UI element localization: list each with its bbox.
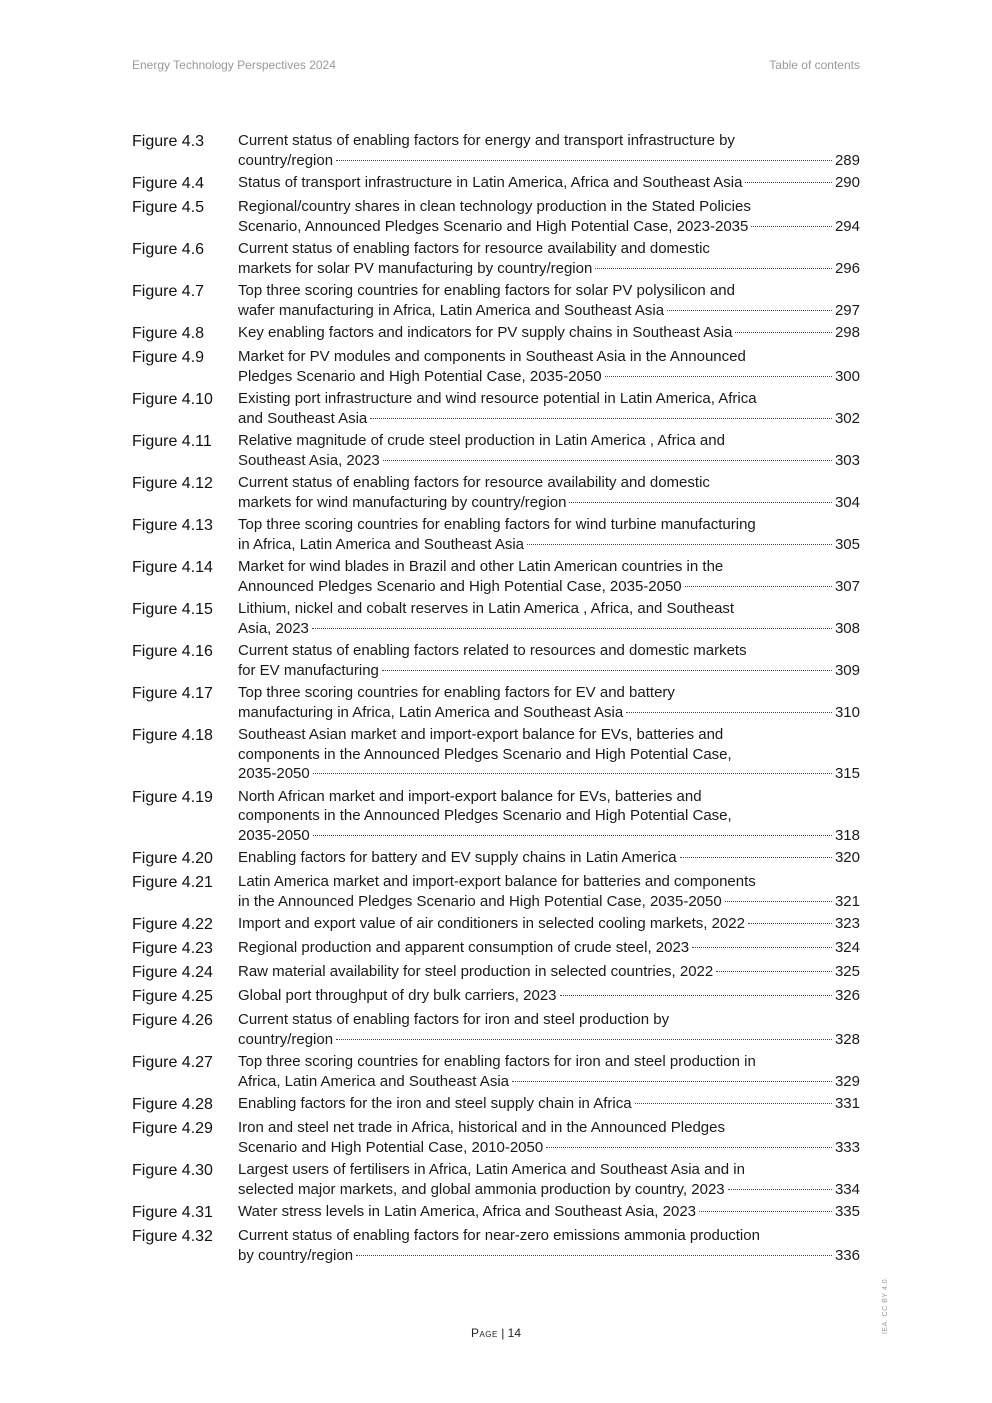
toc-entry[interactable]: [132, 347, 860, 386]
dot-leader: [735, 332, 832, 333]
figure-number: Figure 4.11: [132, 433, 212, 450]
caption-line: Top three scoring countries for enabling factors for wind turbine manufacturing: [238, 516, 756, 533]
figure-caption: [238, 938, 860, 958]
toc-entry[interactable]: [132, 1202, 860, 1223]
caption-last-line: [238, 848, 860, 868]
figure-caption: [238, 173, 860, 193]
page-ref[interactable]: 321: [834, 892, 860, 910]
page-ref[interactable]: 326: [834, 987, 860, 1004]
toc-entry[interactable]: [132, 1118, 860, 1157]
figure-number: Figure 4.9: [132, 349, 205, 366]
table-of-figures: [132, 131, 860, 1268]
figure-caption: [238, 323, 860, 343]
caption-last-line: [238, 535, 860, 555]
dot-leader: [512, 1081, 832, 1082]
page-ref[interactable]: 333: [834, 1138, 860, 1156]
toc-entry[interactable]: [132, 131, 860, 170]
caption-line: Pledges Scenario and High Potential Case, 2035-2050: [238, 367, 602, 385]
toc-entry[interactable]: [132, 197, 860, 236]
figure-number: Figure 4.7: [132, 283, 205, 300]
caption-line: Southeast Asia, 2023: [238, 451, 380, 469]
caption-line: Current status of enabling factors for energy and transport infrastructure by: [238, 132, 735, 149]
figure-number: Figure 4.8: [132, 325, 205, 342]
figure-number: Figure 4.23: [132, 940, 213, 957]
page-ref[interactable]: 305: [834, 535, 860, 553]
toc-entry[interactable]: [132, 557, 860, 596]
dot-leader: [336, 160, 832, 161]
figure-number: Figure 4.15: [132, 601, 213, 618]
caption-line: components in the Announced Pledges Scenario and High Potential Case,: [238, 807, 732, 824]
caption-last-line: [238, 217, 860, 237]
toc-entry[interactable]: [132, 914, 860, 935]
dot-leader: [356, 1255, 832, 1256]
page-ref[interactable]: 320: [834, 849, 860, 866]
page-footer: [0, 1326, 992, 1340]
figure-number: Figure 4.24: [132, 964, 213, 981]
caption-line: by country/region: [238, 1246, 354, 1264]
page-ref[interactable]: 310: [834, 703, 860, 721]
figure-number: Figure 4.26: [132, 1012, 213, 1029]
dot-leader: [699, 1211, 832, 1212]
figure-number: Figure 4.4: [132, 175, 205, 192]
page-ref[interactable]: 329: [834, 1072, 860, 1090]
caption-last-line: [238, 1138, 860, 1158]
figure-number: Figure 4.14: [132, 559, 213, 576]
figure-caption: [238, 914, 860, 934]
toc-entry[interactable]: [132, 986, 860, 1007]
figure-caption: [238, 683, 860, 722]
caption-line: wafer manufacturing in Africa, Latin America and Southeast Asia: [238, 301, 665, 319]
caption-line: for EV manufacturing: [238, 661, 379, 679]
figure-caption: [238, 872, 860, 911]
figure-caption: [238, 431, 860, 470]
caption-line: Lithium, nickel and cobalt reserves in Latin America , Africa, and Southeast: [238, 600, 735, 617]
dot-leader: [751, 226, 832, 227]
caption-line: Top three scoring countries for enabling factors for EV and battery: [238, 684, 675, 701]
dot-leader: [605, 376, 832, 377]
page-ref[interactable]: 325: [834, 963, 860, 980]
caption-last-line: [238, 259, 860, 279]
page-ref[interactable]: 308: [834, 619, 860, 637]
figure-caption: [238, 515, 860, 554]
dot-leader: [745, 182, 832, 183]
caption-line: Water stress levels in Latin America, Africa and Southeast Asia, 2023: [238, 1203, 697, 1220]
figure-caption: [238, 1226, 860, 1265]
caption-line: Latin America market and import-export balance for batteries and components: [238, 873, 756, 890]
toc-entry[interactable]: [132, 173, 860, 194]
page-ref[interactable]: 334: [834, 1180, 860, 1198]
caption-last-line: [238, 301, 860, 321]
figure-caption: [238, 557, 860, 596]
page-ref[interactable]: 328: [834, 1030, 860, 1048]
caption-line: Relative magnitude of crude steel production in Latin America , Africa and: [238, 432, 725, 449]
caption-last-line: [238, 409, 860, 429]
figure-number: Figure 4.30: [132, 1162, 213, 1179]
page-label: Page: [470, 1326, 498, 1340]
figure-caption: [238, 986, 860, 1006]
figure-caption: [238, 389, 860, 428]
caption-last-line: [238, 892, 860, 912]
caption-last-line: [238, 826, 860, 846]
caption-line: Status of transport infrastructure in Latin America, Africa and Southeast Asia: [238, 174, 743, 191]
dot-leader: [716, 971, 832, 972]
figure-number: Figure 4.3: [132, 133, 205, 150]
figure-number: Figure 4.28: [132, 1096, 213, 1113]
toc-entry[interactable]: [132, 848, 860, 869]
page-ref[interactable]: 318: [834, 826, 860, 844]
toc-entry[interactable]: [132, 431, 860, 470]
caption-line: Regional production and apparent consumption of crude steel, 2023: [238, 939, 690, 956]
toc-entry[interactable]: [132, 725, 860, 784]
figure-number: Figure 4.21: [132, 874, 213, 891]
toc-entry[interactable]: [132, 641, 860, 680]
page-ref[interactable]: 324: [834, 939, 860, 956]
caption-line: Current status of enabling factors for resource availability and domestic: [238, 240, 710, 257]
figure-number: Figure 4.31: [132, 1204, 213, 1221]
caption-line: selected major markets, and global ammonia production by country, 2023: [238, 1180, 725, 1198]
figure-caption: [238, 599, 860, 638]
dot-leader: [667, 310, 832, 311]
page-ref[interactable]: 302: [834, 409, 860, 427]
page-ref[interactable]: 294: [834, 217, 860, 235]
figure-number: Figure 4.19: [132, 788, 213, 806]
dot-leader: [680, 857, 832, 858]
caption-line: Market for wind blades in Brazil and other Latin American countries in the: [238, 558, 724, 575]
figure-caption: [238, 725, 860, 784]
caption-line: Southeast Asian market and import-export balance for EVs, batteries and: [238, 726, 724, 743]
running-header-title: Energy Technology Perspectives 2024: [132, 58, 336, 72]
caption-line: Scenario and High Potential Case, 2010-2050: [238, 1138, 544, 1156]
caption-last-line: [238, 1072, 860, 1092]
dot-leader: [685, 586, 832, 587]
dot-leader: [383, 460, 832, 461]
caption-last-line: [238, 451, 860, 471]
caption-line: in Africa, Latin America and Southeast Asia: [238, 535, 525, 553]
figure-number: Figure 4.32: [132, 1228, 213, 1245]
figure-number: Figure 4.20: [132, 850, 213, 867]
dot-leader: [635, 1103, 832, 1104]
dot-leader: [728, 1189, 832, 1190]
dot-leader: [382, 670, 832, 671]
caption-last-line: [238, 577, 860, 597]
page-ref[interactable]: 297: [834, 301, 860, 319]
toc-entry[interactable]: [132, 1052, 860, 1091]
page-number: 14: [507, 1326, 522, 1340]
caption-line: components in the Announced Pledges Scenario and High Potential Case,: [238, 745, 732, 763]
caption-line: Enabling factors for the iron and steel supply chain in Africa: [238, 1095, 632, 1112]
caption-line: Top three scoring countries for enabling factors for iron and steel production in: [238, 1053, 756, 1070]
page-ref[interactable]: 331: [834, 1095, 860, 1112]
caption-last-line: [238, 151, 860, 171]
page-ref[interactable]: 303: [834, 451, 860, 469]
caption-line: manufacturing in Africa, Latin America and Southeast Asia: [238, 703, 624, 721]
toc-entry[interactable]: [132, 239, 860, 278]
caption-line: in the Announced Pledges Scenario and High Potential Case, 2035-2050: [238, 892, 722, 910]
caption-last-line: [238, 986, 860, 1006]
figure-number: Figure 4.13: [132, 517, 213, 534]
page-ref[interactable]: 289: [834, 151, 860, 169]
running-header-section: Table of contents: [769, 58, 860, 72]
dot-leader: [312, 628, 832, 629]
toc-entry[interactable]: [132, 962, 860, 983]
caption-last-line: [238, 1180, 860, 1200]
caption-last-line: [238, 661, 860, 681]
toc-entry[interactable]: [132, 1226, 860, 1265]
caption-last-line: [238, 1202, 860, 1222]
caption-line: 2035-2050: [238, 826, 310, 844]
toc-entry[interactable]: [132, 1160, 860, 1199]
caption-line: Announced Pledges Scenario and High Potential Case, 2035-2050: [238, 577, 682, 595]
caption-line: Enabling factors for battery and EV supply chains in Latin America: [238, 849, 677, 866]
figure-caption: [238, 1160, 860, 1199]
toc-entry[interactable]: [132, 473, 860, 512]
page-ref[interactable]: 290: [834, 174, 860, 191]
figure-number: Figure 4.10: [132, 391, 213, 408]
caption-line: Current status of enabling factors for resource availability and domestic: [238, 474, 710, 491]
caption-line: and Southeast Asia: [238, 409, 368, 427]
page-ref[interactable]: 300: [834, 367, 860, 385]
dot-leader: [692, 947, 832, 948]
license-note: [882, 1270, 894, 1334]
caption-last-line: [238, 619, 860, 639]
dot-leader: [725, 901, 832, 902]
toc-entry[interactable]: [132, 389, 860, 428]
figure-caption: [238, 239, 860, 278]
toc-entry[interactable]: [132, 938, 860, 959]
figure-caption: [238, 131, 860, 170]
caption-line: Import and export value of air conditioners in selected cooling markets, 2022: [238, 915, 745, 932]
caption-last-line: [238, 938, 860, 958]
figure-number: Figure 4.12: [132, 475, 213, 492]
dot-leader: [595, 268, 832, 269]
page-ref[interactable]: 296: [834, 259, 860, 277]
page-ref[interactable]: 315: [834, 765, 860, 782]
figure-caption: [238, 197, 860, 236]
caption-line: Largest users of fertilisers in Africa, Latin America and Southeast Asia and in: [238, 1161, 745, 1178]
figure-caption: [238, 1010, 860, 1049]
dot-leader: [313, 773, 832, 774]
dot-leader: [626, 712, 832, 713]
toc-entry[interactable]: [132, 1010, 860, 1049]
caption-line: Top three scoring countries for enabling factors for solar PV polysilicon and: [238, 282, 735, 299]
caption-last-line: [238, 764, 860, 784]
caption-last-line: [238, 323, 860, 343]
toc-entry[interactable]: [132, 872, 860, 911]
caption-line: Raw material availability for steel production in selected countries, 2022: [238, 963, 714, 980]
figure-caption: [238, 962, 860, 982]
toc-entry[interactable]: [132, 1094, 860, 1115]
dot-leader: [546, 1147, 832, 1148]
toc-entry[interactable]: [132, 683, 860, 722]
dot-leader: [313, 835, 832, 836]
figure-number: Figure 4.6: [132, 241, 205, 258]
caption-line: Iron and steel net trade in Africa, historical and in the Announced Pledges: [238, 1119, 725, 1136]
caption-line: Regional/country shares in clean technology production in the Stated Policies: [238, 198, 751, 215]
license-text: IEA. CC BY 4.0.: [882, 1276, 889, 1334]
dot-leader: [569, 502, 831, 503]
caption-line: North African market and import-export balance for EVs, batteries and: [238, 787, 702, 805]
toc-entry[interactable]: [132, 281, 860, 320]
dot-leader: [527, 544, 832, 545]
caption-line: Africa, Latin America and Southeast Asia: [238, 1072, 509, 1090]
figure-caption: [238, 848, 860, 868]
page-ref[interactable]: 336: [834, 1246, 860, 1264]
caption-last-line: [238, 493, 860, 513]
caption-last-line: [238, 914, 860, 934]
page-ref[interactable]: 309: [834, 661, 860, 679]
caption-line: Key enabling factors and indicators for PV supply chains in Southeast Asia: [238, 324, 733, 341]
caption-last-line: [238, 173, 860, 193]
page-ref[interactable]: 307: [834, 577, 860, 595]
caption-line: markets for solar PV manufacturing by country/region: [238, 259, 593, 277]
dot-leader: [370, 418, 832, 419]
caption-line: Global port throughput of dry bulk carriers, 2023: [238, 987, 557, 1004]
caption-line: Current status of enabling factors for iron and steel production by: [238, 1011, 670, 1028]
figure-number: Figure 4.27: [132, 1054, 213, 1071]
caption-line: 2035-2050: [238, 765, 310, 782]
caption-last-line: [238, 962, 860, 982]
caption-last-line: [238, 1030, 860, 1050]
caption-last-line: [238, 703, 860, 723]
dot-leader: [336, 1039, 832, 1040]
page-ref[interactable]: 304: [834, 493, 860, 511]
caption-line: Asia, 2023: [238, 619, 309, 637]
caption-line: markets for wind manufacturing by country/region: [238, 493, 567, 511]
figure-caption: [238, 281, 860, 320]
figure-caption: [238, 787, 860, 846]
dot-leader: [560, 995, 832, 996]
figure-number: Figure 4.22: [132, 916, 213, 933]
figure-caption: [238, 1052, 860, 1091]
toc-entry[interactable]: [132, 515, 860, 554]
page-ref[interactable]: 298: [834, 324, 860, 341]
caption-line: country/region: [238, 151, 334, 169]
figure-caption: [238, 347, 860, 386]
page-ref[interactable]: 335: [834, 1203, 860, 1220]
figure-caption: [238, 1202, 860, 1222]
toc-entry[interactable]: [132, 599, 860, 638]
figure-caption: [238, 1094, 860, 1114]
caption-line: country/region: [238, 1030, 334, 1048]
figure-number: Figure 4.16: [132, 643, 213, 660]
caption-line: Existing port infrastructure and wind resource potential in Latin America, Africa: [238, 390, 757, 407]
page-ref[interactable]: 323: [834, 915, 860, 932]
figure-caption: [238, 641, 860, 680]
caption-line: Current status of enabling factors for near-zero emissions ammonia production: [238, 1227, 760, 1244]
toc-entry[interactable]: [132, 787, 860, 846]
figure-number: Figure 4.25: [132, 988, 213, 1005]
caption-line: Current status of enabling factors related to resources and domestic markets: [238, 642, 747, 659]
figure-number: Figure 4.18: [132, 727, 213, 744]
caption-last-line: [238, 367, 860, 387]
figure-caption: [238, 473, 860, 512]
figure-number: Figure 4.29: [132, 1120, 213, 1137]
toc-entry[interactable]: [132, 323, 860, 344]
caption-line: Scenario, Announced Pledges Scenario and High Potential Case, 2023-2035: [238, 217, 749, 235]
page-separator: |: [501, 1326, 505, 1340]
figure-caption: [238, 1118, 860, 1157]
caption-line: Market for PV modules and components in Southeast Asia in the Announced: [238, 348, 746, 365]
caption-last-line: [238, 1246, 860, 1266]
figure-number: Figure 4.5: [132, 199, 205, 216]
dot-leader: [748, 923, 832, 924]
figure-number: Figure 4.17: [132, 685, 213, 702]
caption-last-line: [238, 1094, 860, 1114]
